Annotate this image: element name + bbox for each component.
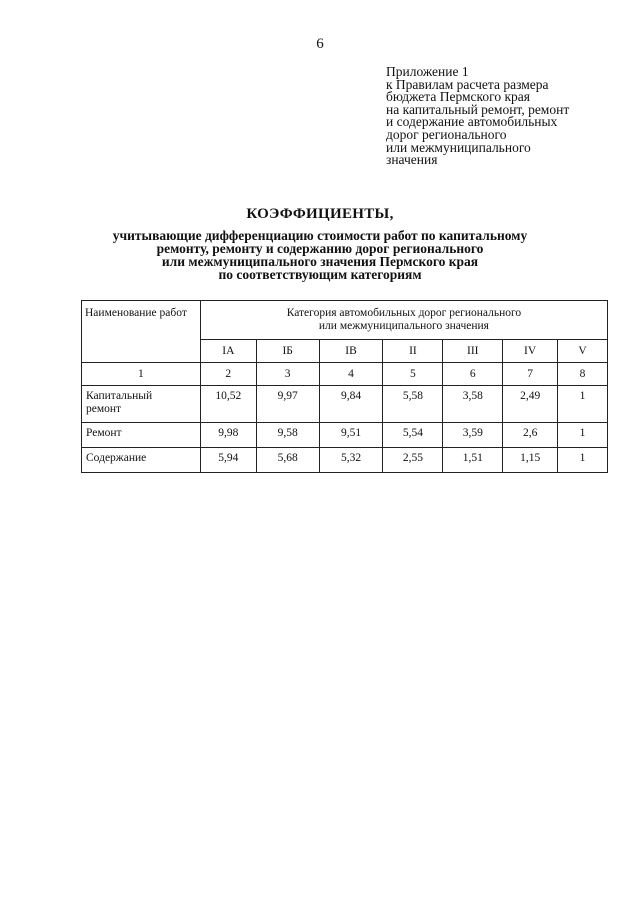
value-cell: 9,97 bbox=[256, 386, 319, 423]
category-cell: IA bbox=[200, 340, 256, 363]
column-number-row bbox=[82, 363, 608, 386]
value-cell: 9,58 bbox=[256, 423, 319, 448]
appendix-line: на капитальный ремонт, ремонт bbox=[386, 101, 570, 117]
table-header-row bbox=[82, 301, 608, 340]
subtitle-line: или межмуниципального значения Пермского края bbox=[161, 254, 479, 269]
table-row bbox=[82, 448, 608, 473]
column-number: 1 bbox=[82, 363, 201, 386]
appendix-line: дорог регионального bbox=[386, 126, 507, 142]
value-cell: 3,59 bbox=[443, 423, 503, 448]
value-cell: 5,58 bbox=[383, 386, 443, 423]
column-number: 3 bbox=[256, 363, 319, 386]
appendix-line: Приложение 1 bbox=[386, 64, 469, 79]
value-cell: 9,98 bbox=[200, 423, 256, 448]
table-row bbox=[82, 423, 608, 448]
category-cell: IБ bbox=[256, 340, 319, 363]
value-cell: 1 bbox=[558, 386, 608, 423]
value-cell: 5,94 bbox=[200, 448, 256, 473]
page-number: 6 bbox=[316, 36, 324, 52]
value-cell: 3,58 bbox=[443, 386, 503, 423]
row-name-line: Содержание bbox=[86, 452, 147, 464]
document-title: КОЭФФИЦИЕНТЫ, bbox=[246, 206, 394, 222]
value-cell: 5,68 bbox=[256, 448, 319, 473]
value-cell: 1 bbox=[558, 448, 608, 473]
row-name bbox=[82, 448, 201, 473]
row-name bbox=[82, 386, 201, 423]
category-header-line: Категория автомобильных дорог регионального bbox=[286, 307, 522, 319]
column-number: 5 bbox=[383, 363, 443, 386]
row-name-line: Капитальный bbox=[86, 390, 153, 402]
row-name-line: Ремонт bbox=[86, 427, 122, 439]
work-name-header: Наименование работ bbox=[82, 301, 201, 363]
value-cell: 10,52 bbox=[200, 386, 256, 423]
category-cell: III bbox=[443, 340, 503, 363]
value-cell: 1,51 bbox=[443, 448, 503, 473]
value-cell: 1 bbox=[558, 423, 608, 448]
coefficients-table bbox=[81, 300, 608, 473]
column-number: 2 bbox=[200, 363, 256, 386]
value-cell: 5,32 bbox=[319, 448, 383, 473]
row-name bbox=[82, 423, 201, 448]
category-header-line: или межмуниципального значения bbox=[318, 320, 489, 332]
column-number: 7 bbox=[503, 363, 558, 386]
subtitle-line: по соответствующим категориям bbox=[218, 267, 422, 282]
table-row bbox=[82, 386, 608, 423]
category-cell: IB bbox=[319, 340, 383, 363]
subtitle-line: ремонту, ремонту и содержанию дорог регионального bbox=[156, 241, 484, 256]
value-cell: 2,49 bbox=[503, 386, 558, 423]
appendix-line: и содержание автомобильных bbox=[386, 114, 558, 130]
document-subtitle bbox=[0, 229, 640, 281]
category-cell: II bbox=[383, 340, 443, 363]
column-number: 8 bbox=[558, 363, 608, 386]
column-number: 4 bbox=[319, 363, 383, 386]
category-cell: V bbox=[558, 340, 608, 363]
row-name-line: ремонт bbox=[86, 403, 122, 415]
appendix-note bbox=[386, 66, 626, 167]
value-cell: 2,6 bbox=[503, 423, 558, 448]
value-cell: 9,84 bbox=[319, 386, 383, 423]
appendix-line: бюджета Пермского края bbox=[386, 89, 530, 105]
value-cell: 5,54 bbox=[383, 423, 443, 448]
appendix-line: значения bbox=[386, 152, 438, 168]
subtitle-line: учитывающие дифференциацию стоимости работ по капитальному bbox=[112, 228, 528, 243]
value-cell: 9,51 bbox=[319, 423, 383, 448]
column-number: 6 bbox=[443, 363, 503, 386]
category-header bbox=[200, 301, 607, 340]
appendix-line: или межмуниципального bbox=[386, 139, 531, 155]
category-cell: IV bbox=[503, 340, 558, 363]
value-cell: 2,55 bbox=[383, 448, 443, 473]
value-cell: 1,15 bbox=[503, 448, 558, 473]
appendix-line: к Правилам расчета размера bbox=[386, 76, 549, 92]
